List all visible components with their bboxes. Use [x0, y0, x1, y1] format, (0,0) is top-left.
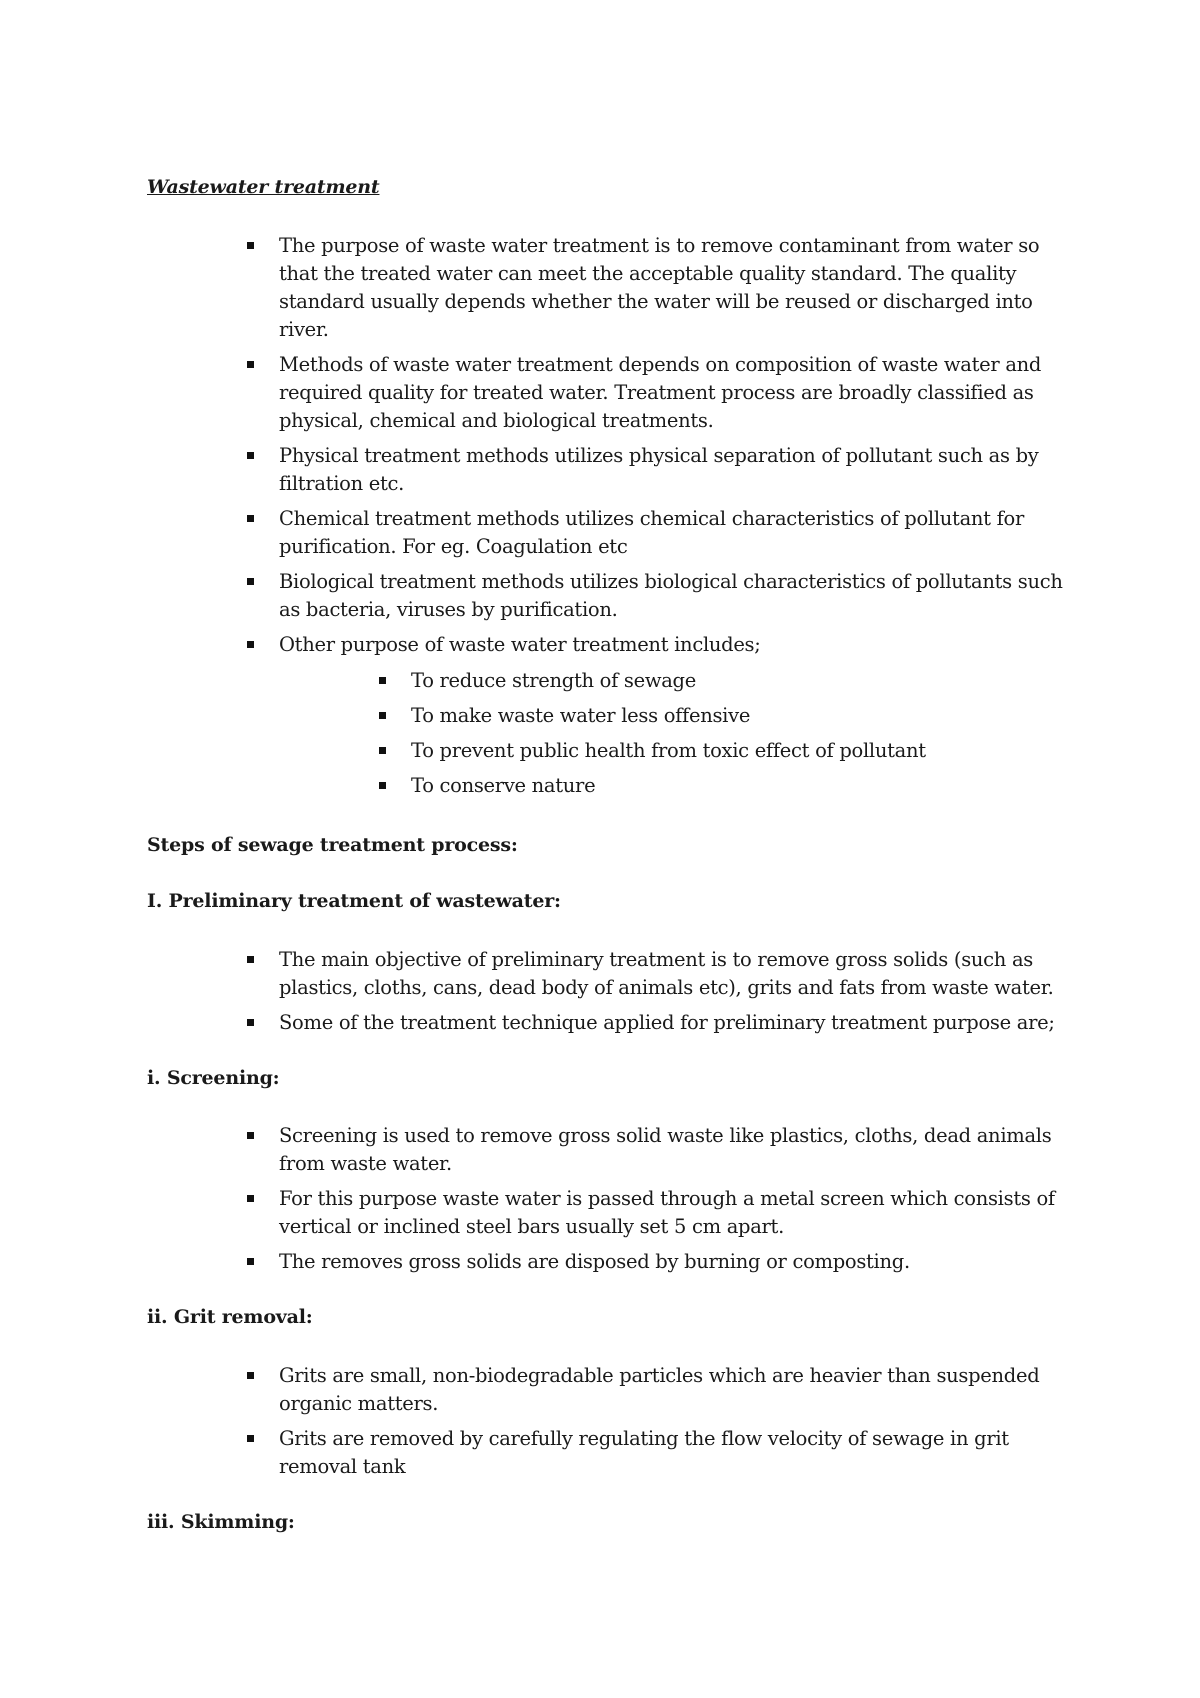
list-item: Physical treatment methods utilizes physical separation of pollutant such as by filtration etc. [247, 442, 1077, 498]
list-item: For this purpose waste water is passed through a metal screen which consists of vertical or inclined steel bars usually set 5 cm apart. [247, 1185, 1077, 1241]
list-item: Biological treatment methods utilizes biological characteristics of pollutants such as bacteria, viruses by purification. [247, 568, 1077, 624]
square-bullet-icon [247, 242, 254, 249]
screening-heading: i. Screening: [147, 1067, 280, 1089]
square-bullet-icon [247, 1435, 254, 1442]
list-item: To prevent public health from toxic effect of pollutant [379, 737, 979, 765]
steps-heading: Steps of sewage treatment process: [147, 834, 518, 856]
skimming-heading: iii. Skimming: [147, 1511, 295, 1533]
square-bullet-icon [379, 677, 386, 684]
grit-removal-bullet-list [247, 1362, 1077, 1488]
square-bullet-icon [379, 747, 386, 754]
square-bullet-icon [247, 1372, 254, 1379]
intro-bullet-list [247, 232, 1077, 666]
list-item: Chemical treatment methods utilizes chemical characteristics of pollutant for purification. For eg. Coagulation etc [247, 505, 1077, 561]
square-bullet-icon [247, 452, 254, 459]
list-item: The removes gross solids are disposed by burning or composting. [247, 1248, 1077, 1276]
list-item: To make waste water less offensive [379, 702, 979, 730]
list-item: To conserve nature [379, 772, 979, 800]
square-bullet-icon [379, 782, 386, 789]
screening-bullet-list [247, 1122, 1077, 1283]
preliminary-bullet-list [247, 946, 1077, 1044]
list-item: Methods of waste water treatment depends on composition of waste water and required quality for treated water. Treatment process are broadly classified as physical, chemical and biological treatments. [247, 351, 1077, 435]
square-bullet-icon [247, 1132, 254, 1139]
square-bullet-icon [247, 1195, 254, 1202]
square-bullet-icon [379, 712, 386, 719]
square-bullet-icon [247, 578, 254, 585]
document-title: Wastewater treatment [147, 176, 380, 198]
list-item: Other purpose of waste water treatment includes; [247, 631, 1077, 659]
grit-removal-heading: ii. Grit removal: [147, 1306, 313, 1328]
preliminary-heading: I. Preliminary treatment of wastewater: [147, 890, 561, 912]
list-item: The purpose of waste water treatment is to remove contaminant from water so that the treated water can meet the acceptable quality standard. The quality standard usually depends whether the water will be reused or discharged into river. [247, 232, 1077, 344]
square-bullet-icon [247, 515, 254, 522]
list-item: To reduce strength of sewage [379, 667, 979, 695]
list-item: The main objective of preliminary treatment is to remove gross solids (such as plastics, cloths, cans, dead body of animals etc), grits and fats from waste water. [247, 946, 1077, 1002]
square-bullet-icon [247, 641, 254, 648]
square-bullet-icon [247, 361, 254, 368]
list-item: Grits are small, non-biodegradable particles which are heavier than suspended organic matters. [247, 1362, 1077, 1418]
square-bullet-icon [247, 956, 254, 963]
other-purposes-list [379, 667, 979, 807]
square-bullet-icon [247, 1258, 254, 1265]
list-item: Screening is used to remove gross solid waste like plastics, cloths, dead animals from waste water. [247, 1122, 1077, 1178]
square-bullet-icon [247, 1019, 254, 1026]
list-item: Grits are removed by carefully regulating the flow velocity of sewage in grit removal tank [247, 1425, 1077, 1481]
list-item: Some of the treatment technique applied for preliminary treatment purpose are; [247, 1009, 1077, 1037]
